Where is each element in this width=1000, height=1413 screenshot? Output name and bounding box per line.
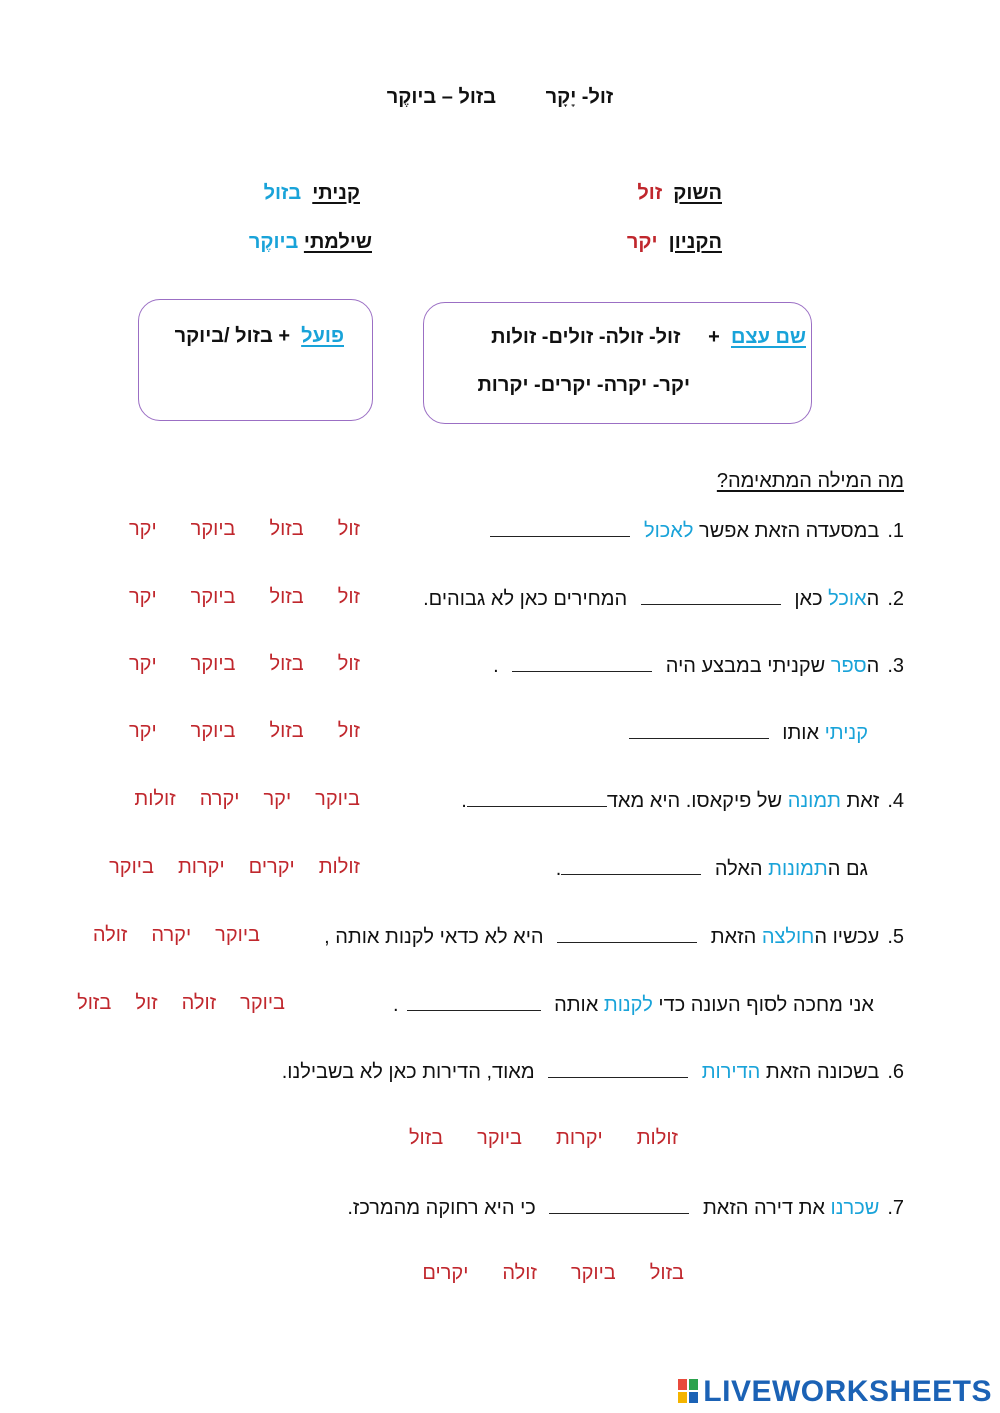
highlight-word: חולצה: [761, 926, 815, 948]
question-3: 3.הספר שקניתי במבצע היה .: [493, 655, 904, 677]
option[interactable]: זולה: [181, 992, 217, 1014]
question-number: 5.: [887, 926, 904, 948]
option[interactable]: ביוקר: [190, 586, 236, 608]
noun-rule-box: [423, 302, 812, 424]
liveworksheets-icon: [677, 1378, 699, 1404]
example-verb: שילמתי: [303, 231, 372, 253]
options-6: [375, 1127, 678, 1150]
example-verb: קניתי: [312, 182, 360, 204]
options-5: [69, 924, 260, 947]
title-right: בזול – ביוקֶר: [386, 86, 497, 108]
option[interactable]: בזול: [269, 720, 304, 742]
answer-blank[interactable]: [548, 1059, 688, 1078]
noun-label: שם עצם: [730, 326, 806, 348]
option[interactable]: יקר: [128, 518, 157, 540]
option[interactable]: ביוקר: [570, 1262, 616, 1284]
noun-forms-expensive: יקר- יקרה- יקרים- יקרות: [477, 374, 690, 396]
option[interactable]: יקר: [128, 586, 157, 608]
example-mall: [627, 231, 722, 254]
question-7: 7.שכרנו את דירה הזאת כי היא רחוקה מהמרכז.: [347, 1197, 904, 1219]
option[interactable]: זולות: [636, 1127, 678, 1149]
options-3: [95, 653, 360, 676]
options-7: [388, 1262, 684, 1285]
option[interactable]: בזול: [269, 518, 304, 540]
noun-rule-line1: [491, 326, 806, 349]
question-4b: גם התמונות האלה .: [555, 858, 868, 880]
answer-blank[interactable]: [561, 856, 701, 875]
options-2: [95, 586, 360, 609]
option[interactable]: יקרה: [199, 788, 240, 810]
option[interactable]: בזול: [77, 992, 112, 1014]
question-6: 6.בשכונה הזאת הדירות מאוד, הדירות כאן לא בשבילנו.: [281, 1061, 904, 1083]
question-5: 5.עכשיו החולצה הזאת היא לא כדאי לקנות אותה ,: [324, 926, 904, 948]
question-number: 7.: [887, 1197, 904, 1219]
option[interactable]: זולות: [134, 788, 176, 810]
option[interactable]: ביוקר: [215, 924, 260, 946]
option[interactable]: זול: [135, 992, 158, 1014]
highlight-word: אוכל: [828, 588, 867, 610]
example-adj: זול: [637, 182, 663, 204]
example-paid: [249, 231, 372, 254]
option[interactable]: זולות: [318, 856, 360, 878]
question-4: 4.זאת תמונה של פיקאסו. היא מאד.: [461, 790, 904, 812]
option[interactable]: בזול: [408, 1127, 444, 1149]
option[interactable]: יקר: [128, 720, 157, 742]
question-number: 2.: [887, 588, 904, 610]
option[interactable]: זול: [337, 653, 360, 675]
liveworksheets-logo: [677, 1375, 992, 1409]
option[interactable]: יקרה: [151, 924, 192, 946]
highlight-word: תמונה: [787, 790, 841, 812]
option[interactable]: יקר: [128, 653, 157, 675]
option[interactable]: יקרות: [556, 1127, 603, 1149]
answer-blank[interactable]: [490, 518, 630, 537]
example-adv: בזול: [263, 182, 302, 204]
highlight-word: הדירות: [701, 1061, 761, 1083]
highlight-word: לאכול: [644, 520, 694, 542]
question-1: 1.במסעדה הזאת אפשר לאכול: [482, 518, 904, 543]
title-left: זול- יָקָר: [545, 86, 614, 108]
option[interactable]: בזול: [649, 1262, 684, 1284]
option[interactable]: ביוקר: [109, 856, 154, 878]
question-number: 1.: [887, 520, 904, 542]
option[interactable]: בזול: [269, 653, 304, 675]
highlight-word: תמונות: [768, 858, 828, 880]
answer-blank[interactable]: [407, 992, 541, 1011]
option[interactable]: ביוקר: [190, 518, 236, 540]
brand-name: LIVEWORKSHEETS: [703, 1375, 992, 1408]
question-number: 3.: [887, 655, 904, 677]
highlight-word: ספר: [830, 655, 867, 677]
noun-forms-cheap: זול- זולה- זולים- זולות: [491, 326, 681, 348]
option[interactable]: יקרים: [422, 1262, 469, 1284]
answer-blank[interactable]: [557, 924, 697, 943]
option[interactable]: זול: [337, 720, 360, 742]
option[interactable]: בזול: [269, 586, 304, 608]
options-4: [110, 788, 360, 811]
question-3b: קניתי אותו: [621, 720, 868, 745]
option[interactable]: יקרות: [177, 856, 225, 878]
question-2: 2.האוכל כאן המחירים כאן לא גבוהים.: [423, 588, 904, 610]
verb-label: פועל: [301, 325, 344, 347]
example-noun: הקניון: [668, 231, 722, 253]
options-3b: [95, 720, 360, 743]
plus-sign: +: [708, 326, 720, 348]
options-4b: [85, 856, 360, 879]
answer-blank[interactable]: [467, 788, 607, 807]
highlight-word: לקנות: [603, 994, 653, 1016]
verb-forms: בזול /ביוקר: [174, 325, 273, 347]
option[interactable]: ביוקר: [190, 653, 236, 675]
question-number: 6.: [887, 1061, 904, 1083]
option[interactable]: זולה: [502, 1262, 537, 1284]
example-adj: יקר: [626, 231, 658, 253]
plus-sign: +: [278, 325, 290, 347]
answer-blank[interactable]: [512, 653, 652, 672]
highlight-word: קניתי: [824, 722, 868, 744]
option[interactable]: ביוקר: [190, 720, 236, 742]
option[interactable]: זול: [337, 586, 360, 608]
page-title: [0, 86, 1000, 109]
question-number: 4.: [887, 790, 904, 812]
option[interactable]: ביוקר: [477, 1127, 523, 1149]
answer-blank[interactable]: [629, 720, 769, 739]
option[interactable]: ביוקר: [240, 992, 285, 1014]
option[interactable]: יקר: [263, 788, 292, 810]
highlight-word: שכרנו: [830, 1197, 880, 1219]
option[interactable]: ביוקר: [315, 788, 360, 810]
option[interactable]: זולה: [92, 924, 128, 946]
questions-heading: מה המילה המתאימה?: [716, 470, 904, 492]
verb-rule-box: [138, 299, 373, 421]
answer-blank[interactable]: [641, 586, 781, 605]
example-noun: השוק: [673, 182, 722, 204]
option[interactable]: זול: [337, 518, 360, 540]
options-1: [95, 518, 360, 541]
example-bought: [264, 182, 360, 205]
options-5b: [53, 992, 285, 1015]
answer-blank[interactable]: [549, 1195, 689, 1214]
option[interactable]: יקרים: [248, 856, 295, 878]
example-market: [637, 182, 722, 205]
example-adv: ביוקֶר: [248, 231, 299, 253]
question-5b: אני מחכה לסוף העונה כדי לקנות אותה .: [392, 994, 874, 1016]
verb-rule: [175, 325, 344, 348]
